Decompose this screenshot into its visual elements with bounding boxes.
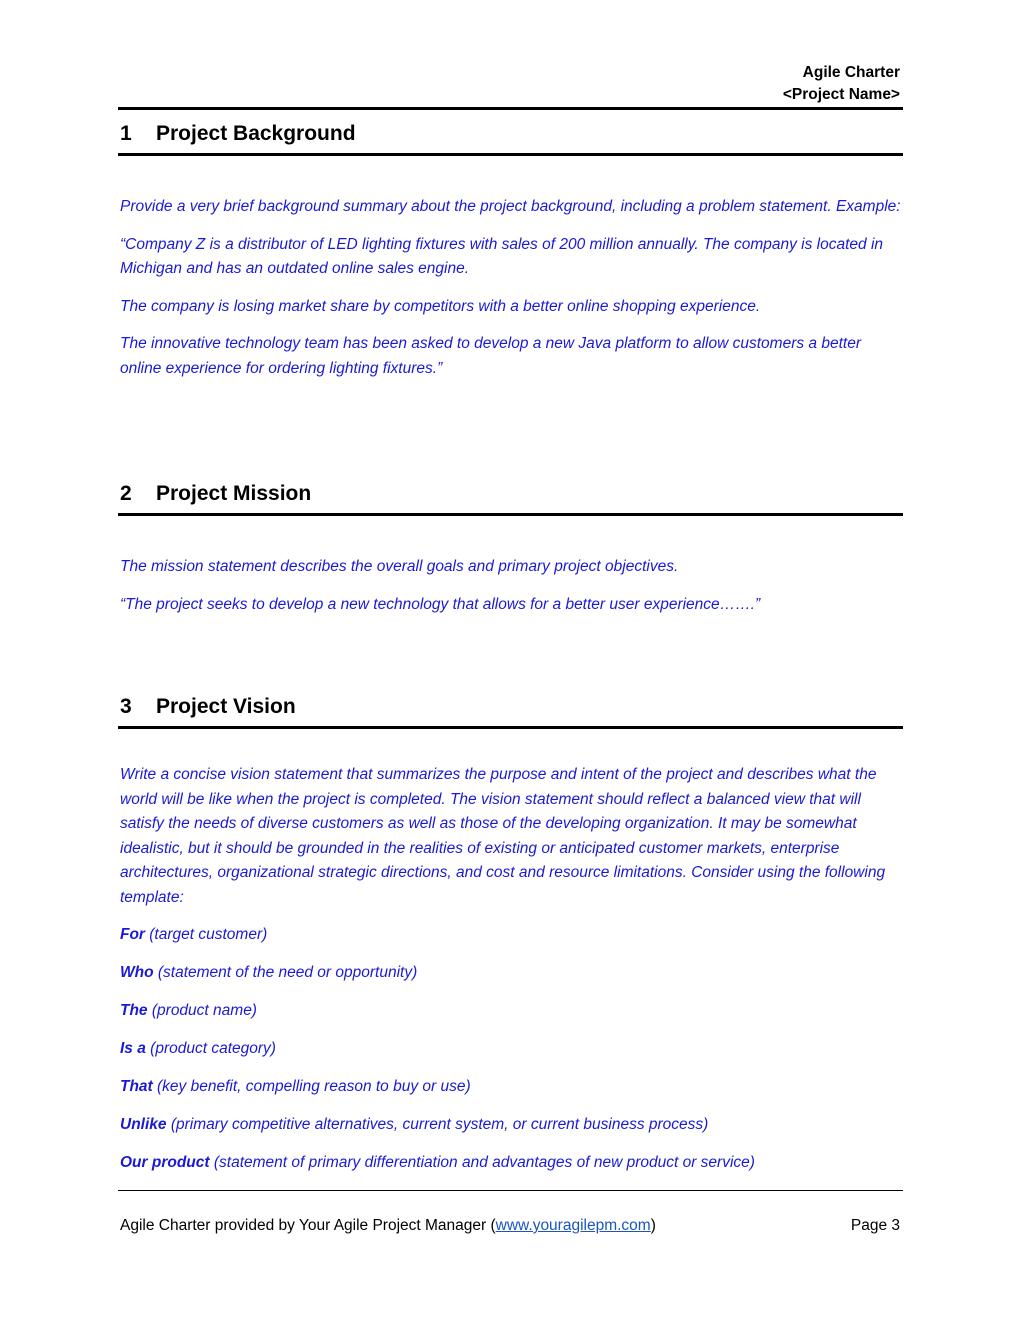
section-3-number: 3 [120,695,132,718]
template-line [120,1113,902,1138]
section-1-number: 1 [120,122,132,145]
template-value: (statement of the need or opportunity) [153,964,418,981]
section-2-title: Project Mission [156,482,312,505]
paragraph: Provide a very brief background summary about the project background, including a problem statement. Example: [120,198,901,215]
template-value: (product category) [145,1040,276,1057]
section-3-body [120,763,902,1189]
template-key: Unlike [120,1116,167,1133]
page-number: Page 3 [850,1217,900,1234]
template-line [120,1037,902,1062]
paragraph: Write a concise vision statement that summarizes the purpose and intent of the project and describes what the world will be like when the project is completed. The vision statement should reflect a balanced view that will satisfy the needs of diverse customers as well as those of the developing organization. It may be somewhat idealistic, but it should be grounded in the realities of existing or anticipated customer markets, enterprise architectures, organizational strategic directions, and cost and resource limitations. Consider using the following template: [120,766,886,906]
section-1-title: Project Background [156,122,356,145]
template-line [120,961,902,986]
paragraph: The mission statement describes the overall goals and primary project objectives. [120,558,679,575]
template-key: Our product [120,1154,210,1171]
section-3-rule [118,726,903,729]
section-2-heading [120,482,311,506]
template-key: The [120,1002,148,1019]
page-header [783,62,900,106]
template-line [120,1075,902,1100]
header-rule [118,107,903,110]
paragraph: The company is losing market share by competitors with a better online shopping experience. [120,297,761,315]
template-value: (statement of primary differentiation and advantages of new product or service) [209,1154,755,1171]
template-value: (product name) [147,1002,257,1019]
page-footer [120,1217,902,1235]
paragraph: “Company Z is a distributor of LED lighting fixtures with sales of 200 million annually. The company is located in Michigan and has an outdated online sales engine. [120,235,884,277]
template-key: That [120,1078,153,1095]
paragraph: “The project seeks to develop a new technology that allows for a better user experience…….” [120,595,761,613]
paragraph: The innovative technology team has been asked to develop a new Java platform to allow customers a better online experience for ordering lighting fixtures.” [120,335,861,377]
template-line [120,923,902,948]
template-line [120,1151,902,1176]
section-2-number: 2 [120,482,132,505]
template-key: For [120,926,145,943]
template-key: Is a [120,1040,146,1057]
header-doc-title: Agile Charter [802,64,900,81]
footer-rule [118,1190,903,1191]
section-1-body [120,195,902,394]
section-3-title: Project Vision [156,695,296,718]
vision-template [120,923,902,1176]
header-project-name: <Project Name> [782,86,900,103]
template-value: (key benefit, compelling reason to buy or use) [152,1078,471,1095]
footer-link[interactable]: www.youragilepm.com [495,1217,651,1234]
footer-text-end: ) [650,1217,656,1234]
section-3-heading [120,695,296,719]
template-value: (target customer) [144,926,268,943]
section-2-rule [118,513,903,516]
section-2-body [120,555,902,630]
section-1-heading [120,122,356,146]
footer-text: Agile Charter provided by Your Agile Project Manager ( [120,1217,496,1234]
template-value: (primary competitive alternatives, current system, or current business process) [166,1116,709,1133]
section-1-rule [118,153,903,156]
template-line [120,999,902,1024]
template-key: Who [120,964,154,981]
